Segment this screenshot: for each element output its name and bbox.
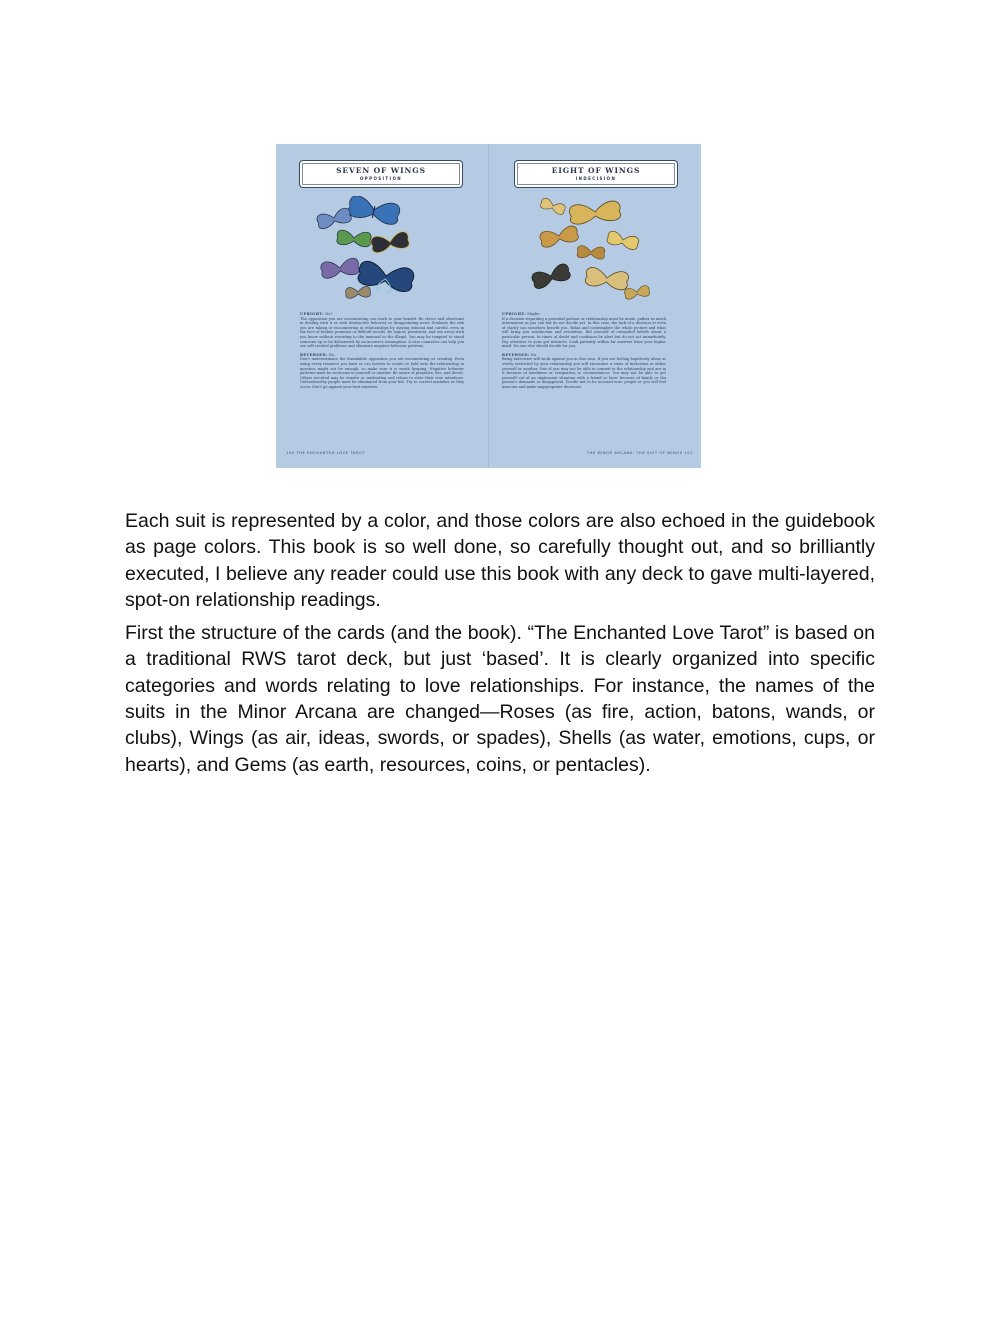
right-reversed-paragraph [502, 353, 666, 390]
left-page-banner [299, 160, 463, 188]
left-upright-paragraph [300, 312, 464, 349]
right-page-title: EIGHT OF WINGS [551, 166, 641, 175]
seven-butterflies-illustration [312, 196, 452, 308]
butterfly-icon [320, 257, 360, 279]
butterfly-icon [531, 263, 572, 290]
butterfly-icon [336, 230, 371, 248]
right-page [489, 144, 701, 468]
butterfly-icon [539, 225, 579, 248]
upright-label: UPRIGHT: [300, 312, 325, 316]
butterfly-icon [316, 207, 352, 230]
left-page-text [300, 312, 464, 394]
reversed-label: REVERSED: [502, 352, 530, 357]
right-page-banner [514, 160, 678, 188]
butterfly-icon [539, 197, 566, 216]
butterfly-icon [585, 267, 630, 291]
upright-answer: No! [325, 312, 332, 316]
butterfly-icon [347, 196, 401, 226]
left-page-title: SEVEN OF WINGS [336, 166, 426, 175]
left-page-subtitle: OPPOSITION [360, 176, 402, 181]
right-upright-paragraph [502, 312, 666, 349]
reversed-text: Don't underestimate the formidable opposition you are encountering or creating. Even using every resource you have or can borrow to create or hold onto the relationship in question might not be enough, so make sure it is worth keeping. Negative behavior patterns must be overcome in yourself or another. Be aware of prejudice, lies, and deceit. Others involved may be evasive or misleading and refuse to state their true intentions. Untrustworthy people must be eliminated from your life. Try to correct mistakes as they occur. Don't go against your best interests. [300, 357, 464, 389]
upright-answer: Maybe. [527, 312, 541, 316]
book-spread [276, 144, 701, 468]
book-spread-image [276, 144, 701, 468]
left-reversed-paragraph [300, 353, 464, 390]
butterfly-icon [370, 231, 410, 254]
left-page-footer: 100 THE ENCHANTED LOVE TAROT [286, 451, 366, 455]
right-page-text [502, 312, 666, 394]
reversed-answer: No. [530, 352, 538, 357]
reversed-answer: No. [328, 352, 336, 357]
upright-text: If a decision regarding a potential partner or relationship must be made, gather as much information as you can but do not decide yet. In this case, the lack of a decision or even of clarity can somehow benefit you. Relax and contemplate the whole picture and what will bring you satisfaction and resolution. Rid yourself of outmoded beliefs about a particular person. In times of doubt and confusion be alert but do not act immediately. Pay attention to your gut instincts. Look patiently within for answers from your higher mind. No one else should decide for you. [502, 316, 666, 349]
butterfly-icon [606, 230, 640, 250]
reversed-text: Being indecisive will work against you in this case. If you are feeling hopelessly alone or overly restricted by your relationship you will encounter a crisis of indecision in either yourself or another. One of you may not be able to commit to the relationship and are in it because of loneliness or resignation to circumstances. You may not be able to get yourself out of an unpleasant situation with a friend or lover because of family or the person's demands or disapproval. Decide not to be accused now: people or you will feel insecure and make inappropriate decisions. [502, 357, 666, 389]
right-page-subtitle: INDECISION [575, 176, 617, 181]
upright-label: UPRIGHT: [502, 312, 527, 316]
right-page-footer: THE MINOR ARCANA: THE SUIT OF WINGS 101 [586, 451, 693, 455]
body-paragraph: First the structure of the cards (and the book). “The Enchanted Love Tarot” is based on a traditional RWS tarot deck, but just ‘based’. It is clearly organized into specific categories and words relating to love relationships. For instance, the names of the suits in the Minor Arcana are changed—Roses (as fire, action, batons, wands, or clubs), Wings (as air, ideas, swords, or spades), Shells (as water, emotions, cups, or hearts), and Gems (as earth, resources, coins, or pentacles). [125, 622, 875, 776]
butterfly-icon [577, 245, 605, 259]
body-paragraph: Each suit is represented by a color, and those colors are also echoed in the guidebook as page colors. This book is so well done, so carefully thought out, and so brilliantly executed, I believe any reader could use this book with any deck to gave multi-layered, spot-on relationship readings. [125, 510, 875, 611]
butterfly-icon [569, 200, 622, 225]
upright-text: The opposition you are encountering can work to your benefit. Be clever and observant in dealing with it or with destructive behavior or disappointing news. Evaluate the risk you are taking or encountering in relationships by staying rational and careful, even in the face of broken promises or difficult moods. Be logical, persistent, and use every trick you know without resorting to the immoral or the illegal. You may be tempted to stand someone up or be dishonored by an incorrect assumption. A wise counselor can help you see self-created problems and eliminate negative behavior patterns. [300, 316, 464, 349]
article-body [125, 508, 875, 785]
eight-butterflies-illustration [525, 196, 665, 308]
left-page [276, 144, 488, 468]
butterfly-icon [624, 285, 650, 300]
butterfly-icon [345, 286, 370, 298]
reversed-label: REVERSED: [300, 352, 328, 357]
